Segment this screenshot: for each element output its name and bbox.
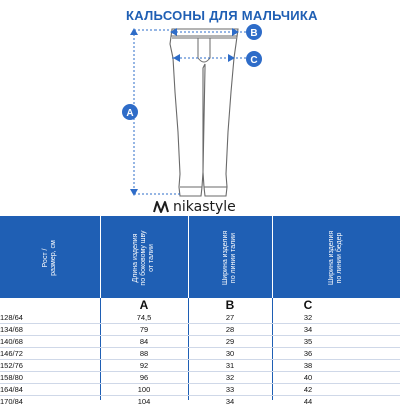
table-row	[0, 312, 400, 323]
cell-size: 140/68	[0, 337, 23, 346]
cell-b: 33	[225, 385, 235, 394]
letter-a: A	[139, 298, 149, 312]
header-b	[188, 218, 272, 298]
brand-logo-icon	[152, 200, 170, 214]
cell-b: 31	[225, 361, 235, 370]
cell-c: 35	[303, 337, 313, 346]
header-b-label: Ширина изделия по линии талии	[222, 230, 237, 286]
cell-c: 38	[303, 361, 313, 370]
cell-c: 44	[303, 397, 313, 406]
cell-a: 79	[139, 325, 149, 334]
cell-c: 42	[303, 385, 313, 394]
cell-a: 96	[139, 373, 149, 382]
letter-c: C	[303, 298, 313, 312]
badge-a-label: A	[126, 108, 134, 119]
pants-outline	[170, 29, 238, 196]
cell-size: 134/68	[0, 325, 23, 334]
cell-size: 146/72	[0, 349, 23, 358]
header-size-label: Рост / размер, см	[42, 240, 57, 276]
table-row	[0, 360, 400, 371]
table-row	[0, 396, 400, 407]
table-row	[0, 324, 400, 335]
cell-a: 92	[139, 361, 149, 370]
table-row	[0, 384, 400, 395]
cell-c: 36	[303, 349, 313, 358]
badge-b-label: B	[250, 28, 258, 39]
cell-a: 88	[139, 349, 149, 358]
cell-a: 104	[137, 397, 151, 406]
cell-a: 74,5	[136, 313, 152, 322]
cell-a: 84	[139, 337, 149, 346]
badge-c-label: C	[250, 55, 258, 66]
cell-c: 34	[303, 325, 313, 334]
page-title: КАЛЬСОНЫ ДЛЯ МАЛЬЧИКА	[126, 8, 318, 23]
cell-size: 158/80	[0, 373, 23, 382]
header-size	[0, 218, 100, 298]
table-header	[0, 216, 400, 298]
letter-row	[0, 298, 400, 312]
table-row	[0, 336, 400, 347]
header-a-label: Длина изделия по боковому шву от талии	[132, 230, 155, 286]
arrow-a-bottom	[130, 189, 138, 196]
cell-b: 28	[225, 325, 235, 334]
table-row	[0, 372, 400, 383]
garment-diagram	[0, 22, 400, 202]
cell-b: 30	[225, 349, 235, 358]
cell-c: 32	[303, 313, 313, 322]
cell-a: 100	[137, 385, 151, 394]
brand-name: nikastyle	[173, 199, 236, 215]
cell-c: 40	[303, 373, 313, 382]
cell-size: 152/76	[0, 361, 23, 370]
cell-b: 29	[225, 337, 235, 346]
header-c-label: Ширина изделия по линии бедер	[328, 230, 343, 286]
cell-size: 128/64	[0, 313, 23, 322]
cell-b: 32	[225, 373, 235, 382]
cell-size: 170/84	[0, 397, 23, 406]
table-row	[0, 348, 400, 359]
cell-b: 34	[225, 397, 235, 406]
letter-b: B	[225, 298, 235, 312]
header-a	[100, 218, 188, 298]
header-c	[272, 218, 400, 298]
size-table	[0, 216, 400, 406]
cell-size: 164/84	[0, 385, 23, 394]
arrow-a-top	[130, 28, 138, 35]
brand-logo	[152, 198, 236, 216]
cell-b: 27	[225, 313, 235, 322]
